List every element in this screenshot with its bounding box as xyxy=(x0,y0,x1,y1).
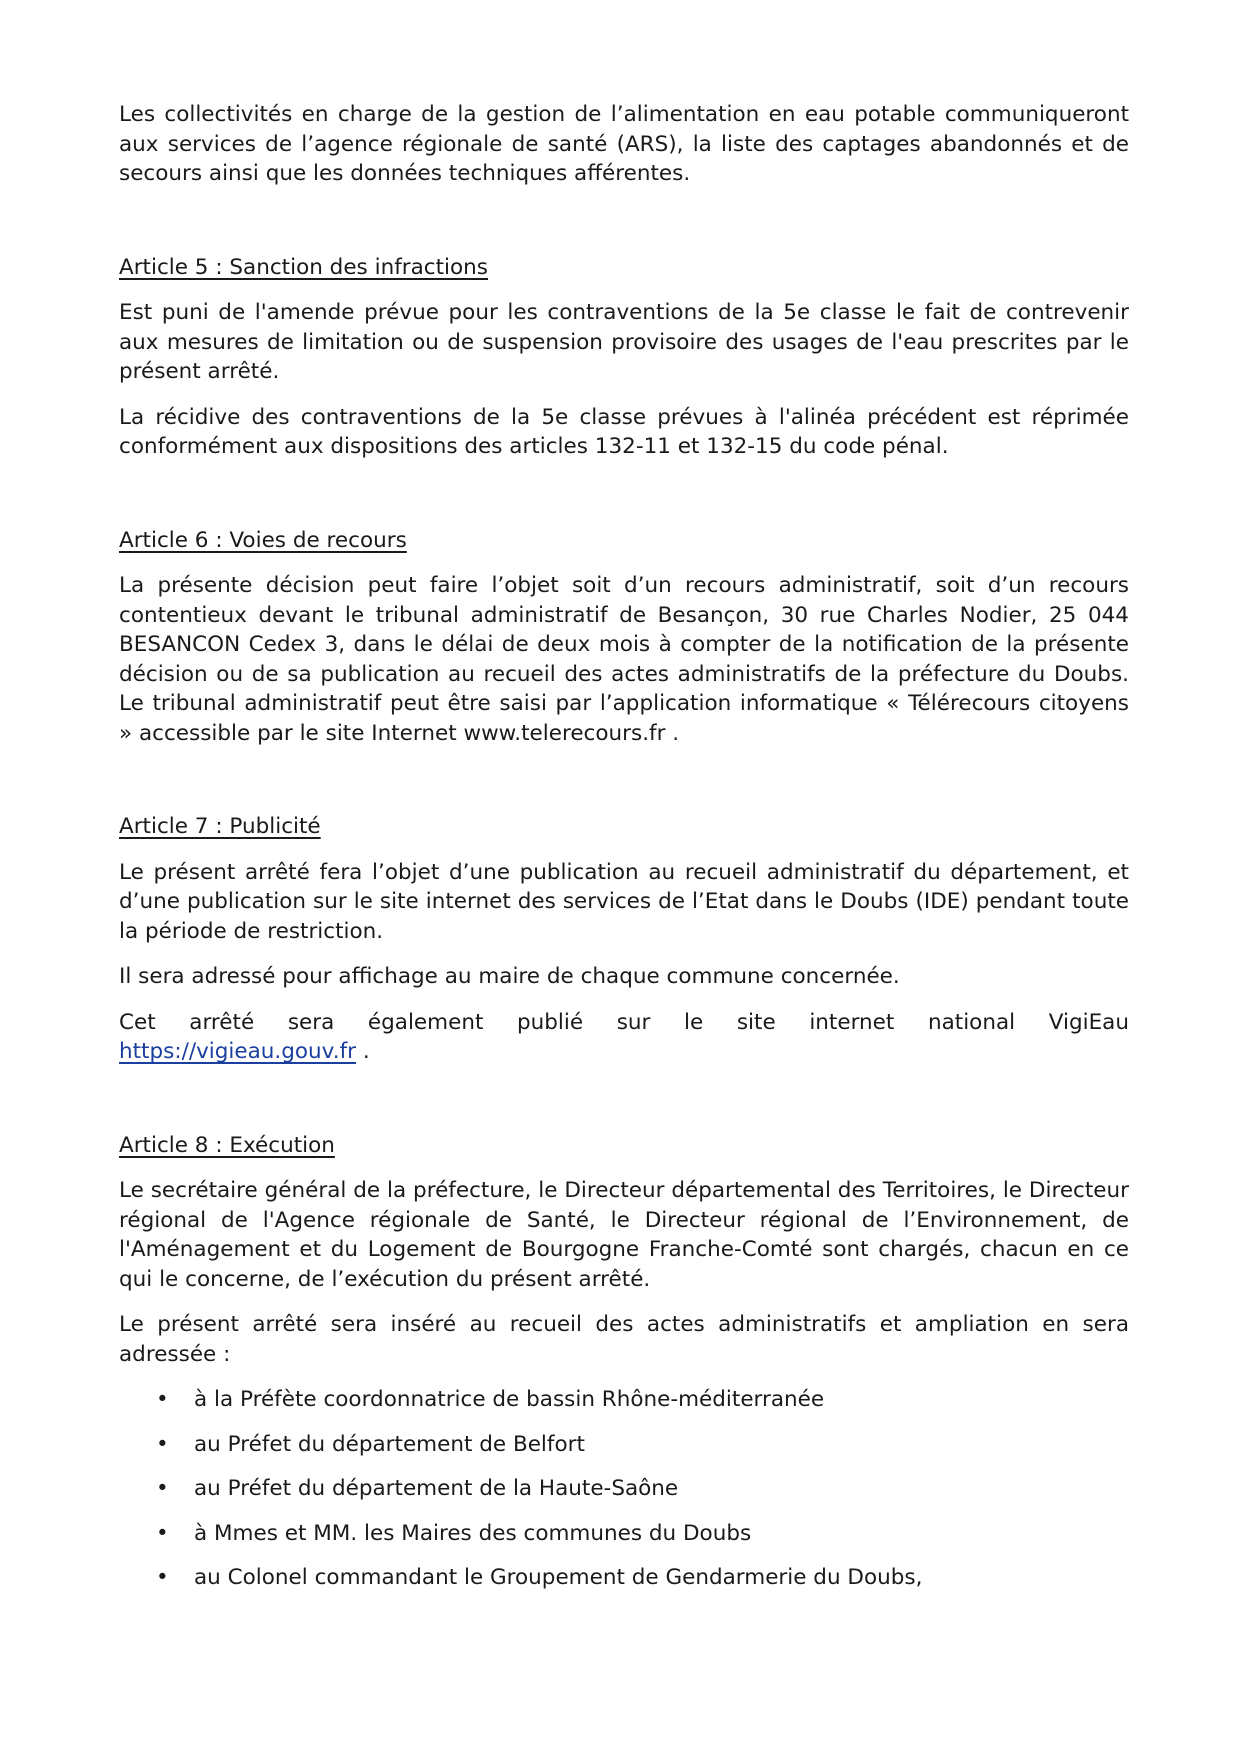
vigieau-word: site xyxy=(736,1009,776,1035)
document-page xyxy=(119,100,1129,1608)
article-5-section xyxy=(119,253,1129,462)
article-5-paragraph-2: La récidive des contraventions de la 5e classe prévues à l'alinéa précédent est réprimée conformément aux dispositions des articles 132-11 et 132-15 du code pénal. xyxy=(119,404,1129,459)
article-6-paragraph-1: La présente décision peut faire l’objet soit d’un recours administratif, soit d’un recours contentieux devant le tribunal administratif de Besançon, 30 rue Charles Nodier, 25 044 BESANCON Cedex 3, dans le délai de deux mois à compter de la notification de la présente décision ou de sa publication au recueil des actes administratifs de la préfecture du Doubs. Le tribunal administratif peut être saisi par l’application informatique « Télérecours citoyens » accessible par le site Internet www.telerecours.fr . xyxy=(119,573,1129,746)
article-7-section xyxy=(119,812,1129,1067)
list-item xyxy=(119,1430,1129,1460)
vigieau-word: sur xyxy=(616,1009,651,1035)
article-6-section xyxy=(119,526,1129,749)
vigieau-word: VigiEau xyxy=(1048,1009,1129,1035)
recipient-label: à la Préfète coordonnatrice de bassin Rhône-méditerranée xyxy=(194,1387,825,1412)
article-7-paragraph-1: Le présent arrêté fera l’objet d’une publication au recueil administratif du département, et d’une publication sur le site internet des services de l’Etat dans le Doubs (IDE) pendant toute la période de restriction. xyxy=(119,859,1129,944)
list-item xyxy=(119,1519,1129,1549)
article-8-title: Article 8 : Exécution xyxy=(119,1132,335,1158)
recipients-list xyxy=(119,1385,1129,1593)
article-6-title: Article 6 : Voies de recours xyxy=(119,527,407,553)
bullet-icon: • xyxy=(156,1387,169,1412)
article-8-paragraph-2: Le présent arrêté sera inséré au recueil des actes administratifs et ampliation en sera adressée : xyxy=(119,1312,1129,1367)
recipient-label: au Colonel commandant le Groupement de Gendarmerie du Doubs, xyxy=(194,1565,923,1590)
list-item xyxy=(119,1385,1129,1415)
vigieau-link-line xyxy=(119,1037,1129,1067)
bullet-icon: • xyxy=(156,1565,169,1590)
vigieau-word: sera xyxy=(287,1009,335,1035)
vigieau-word: national xyxy=(927,1009,1016,1035)
vigieau-word: internet xyxy=(809,1009,895,1035)
bullet-icon: • xyxy=(156,1520,169,1546)
vigieau-link[interactable]: https://vigieau.gouv.fr xyxy=(119,1039,356,1064)
recipient-label: au Préfet du département de la Haute-Saône xyxy=(194,1476,679,1501)
article-8-section xyxy=(119,1131,1129,1593)
list-item xyxy=(119,1474,1129,1504)
article-7-paragraph-3 xyxy=(119,1008,1129,1067)
article-8-paragraph-1: Le secrétaire général de la préfecture, le Directeur départemental des Territoires, le Directeur régional de l'Agence régionale de Santé, le Directeur régional de l’Environnement, de l'Aménagement et du Logement de Bourgogne Franche-Comté sont chargés, chacun en ce qui le concerne, de l’exécution du présent arrêté. xyxy=(119,1178,1129,1292)
vigieau-sentence xyxy=(119,1008,1129,1038)
recipient-label: à Mmes et MM. les Maires des communes du Doubs xyxy=(194,1520,752,1546)
vigieau-word: Cet xyxy=(119,1009,156,1035)
article-7-title: Article 7 : Publicité xyxy=(119,814,321,839)
recipient-label: au Préfet du département de Belfort xyxy=(194,1431,585,1457)
vigieau-word: également xyxy=(367,1009,484,1035)
intro-paragraph: Les collectivités en charge de la gestion de l’alimentation en eau potable communiqueront aux services de l’agence régionale de santé (ARS), la liste des captages abandonnés et de secours ainsi que les données techniques afférentes. xyxy=(119,102,1129,186)
vigieau-word: arrêté xyxy=(189,1009,255,1035)
bullet-icon: • xyxy=(156,1431,169,1457)
bullet-icon: • xyxy=(156,1476,169,1501)
article-7-paragraph-2: Il sera adressé pour affichage au maire de chaque commune concernée. xyxy=(119,964,900,989)
article-5-paragraph-1: Est puni de l'amende prévue pour les contraventions de la 5e classe le fait de contrevenir aux mesures de limitation ou de suspension provisoire des usages de l'eau prescrites par le présent arrêté. xyxy=(119,300,1129,384)
vigieau-word: le xyxy=(684,1009,704,1035)
list-item xyxy=(119,1563,1129,1593)
vigieau-link-suffix: . xyxy=(355,1039,370,1064)
article-5-title: Article 5 : Sanction des infractions xyxy=(119,254,488,280)
vigieau-word: publié xyxy=(517,1009,584,1035)
